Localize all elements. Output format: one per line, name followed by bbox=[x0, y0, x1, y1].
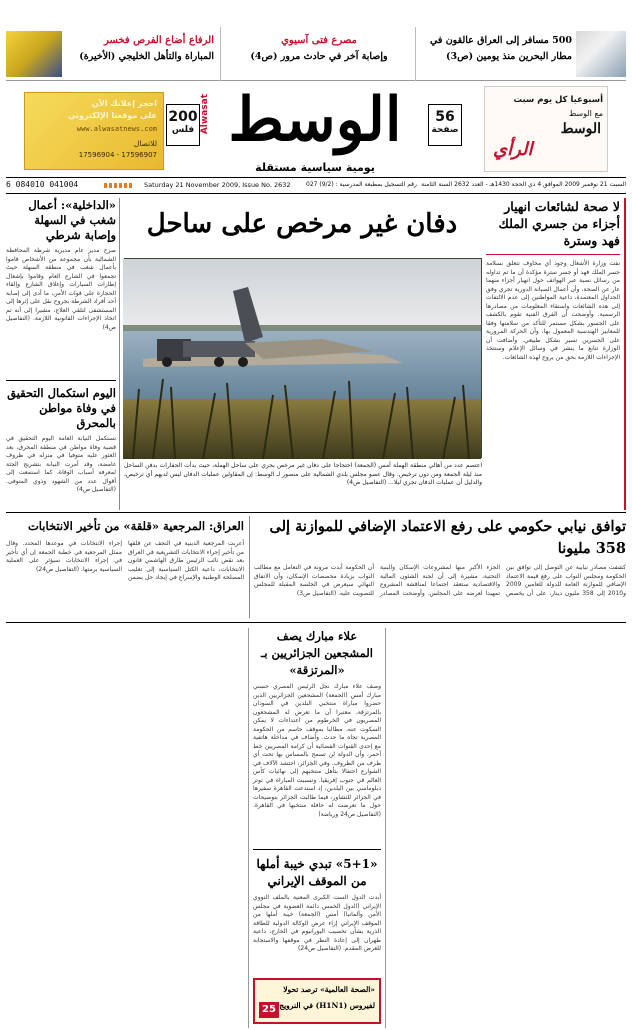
price-box bbox=[166, 104, 200, 146]
left-column-rule bbox=[119, 198, 120, 510]
logo-arabic: الوسط bbox=[228, 85, 402, 155]
bottom-promo-page: 25 bbox=[259, 1002, 279, 1018]
center-story1-headline[interactable]: علاء مبارك يصف المشجعين الجزائريين بـ «المرتزقة» bbox=[260, 629, 373, 677]
dateline-arabic: السبت 21 نوفمبر 2009 الموافق 4 ذي الحجة 1430هـ - العدد 2632 السنة الثامنة bbox=[421, 181, 626, 188]
photo-wheel-1 bbox=[162, 357, 172, 367]
center-column bbox=[248, 628, 386, 1028]
bottom-promo-line1: «الصحة العالمية» ترصد تحولا bbox=[283, 985, 375, 994]
dateline-registration: رقم التسجيل بمطبعة المدرسية : (9/2) 027 bbox=[306, 181, 417, 188]
weekly-promo-line1: أسبوعيا كل يوم سبت bbox=[513, 95, 603, 105]
band-story-b-headline[interactable]: العراق: المرجعية «قلقة» من تأخير الانتخابات bbox=[27, 519, 244, 533]
promo-sport-line1: الرفاع أضاع الفرص فخسر bbox=[103, 35, 214, 46]
photo-far-shore bbox=[123, 325, 481, 331]
right-box-body: نفت وزارة الأشغال وجود أي مخاوف تتعلق بسلامة جسر الملك فهد أو جسر سترة مؤكدة أن ما تم تداوله من رسائل نصية عبر الهواتف حول انهيار أجزاء منهما عار عن الصحة، وأن أعمال الصيانة الدورية تجري وفق الجداول المعتمدة، داعية المواطنين إلى عدم الالتفات إلى هذه الشائعات واستقاء المعلومات من مصادرها الرسمية. وأوضحت أن الفرق الفنية تقوم بالكشف على الجسور بشكل مستمر للتأكد من سلامتها وفقا للمعايير الهندسية المعمول بها، وأن الحركة المرورية على الجسرين تسير بشكل طبيعي. وأضافت أن الوزارة تتابع ما ينشر في وسائل الإعلام وستتخذ الإجراءات اللازمة بحق من يروج لهذه الشائعات. bbox=[486, 260, 620, 361]
band-rule-top bbox=[6, 512, 626, 513]
band-story-b-body: أعربت المرجعية الدينية في النجف عن قلقها من تأخير إجراء الانتخابات التشريعية في العراق بعد نقض نائب الرئيس طارق الهاشمي قانون الانتخابات، داعية الكتل السياسية إلى تغليب المصلحة الوطنية والإسراع في إيجاد حل يضمن إجراء الانتخابات في موعدها المحدد. وقال ممثل المرجعية في خطبة الجمعة إن أي تأخير في إجراء الانتخابات سيؤثر على العملية السياسية برمتها. (التفاصيل ص24) bbox=[6, 540, 244, 581]
left-story1-body: صرح مدير عام مديرية شرطة المحافظة الشمالية بأن مجموعة من الأشخاص قاموا بأعمال شغب في منطقة السهلة حيث تجمعوا في الشارع العام وقاموا بإشعال إطارات السيارات وإغلاق الشارع وإلقاء الحجارة على قوات الأمن، ما أدى إلى إصابة أحد أفراد الشرطة بجروح نقل على إثرها إلى المستشفى لتلقي العلاج، مشيرا إلى أنه تم اتخاذ الإجراءات القانونية اللازمة. (التفاصيل ص4) bbox=[6, 247, 116, 331]
weekly-promo-mag: الرأي bbox=[493, 139, 533, 160]
promo-airport[interactable] bbox=[420, 27, 626, 81]
ad-website-url[interactable]: www.alwasatnews.com bbox=[76, 125, 157, 133]
main-photo-svg bbox=[123, 259, 481, 459]
band-story-b bbox=[6, 516, 244, 618]
ad-website-line2: على موقعنا الإلكتروني bbox=[67, 111, 157, 120]
weekly-promo-line2: مع الوسط bbox=[568, 109, 603, 118]
center-story1-body: وصف علاء مبارك نجل الرئيس المصري حسني مبارك أمس (الجمعة) المشجعين الجزائريين الذين حضروا مباراة منتخبي البلدين في السودان بالمرتزقة، معتبرا أن ما تعرض له المشجعون المصريون في الخرطوم من اعتداءات لا يمكن السكوت عنه، مطالبا بموقف حاسم من الحكومة المصرية تجاه ما حدث. وأضاف في مداخلة هاتفية مع إحدى القنوات الفضائية أن كرامة المصريين خط أحمر، وأن الدولة لن تسمح بالمساس بها تحت أي ظرف من الظروف. وفي الجزائر، احتشد الآلاف في الشوارع احتفالا بتأهل منتخبهم إلى نهائيات كأس العالم في جنوب إفريقيا. وتسببت المباراة في توتر دبلوماسي بين البلدين، إذ استدعت القاهرة سفيرها في الجزائر للتشاور، فيما طالبت الجزائر بتوضيحات حول ما تعرضت له حافلة منتخبها في القاهرة. (التفاصيل ص24 ورياضة) bbox=[253, 683, 381, 818]
right-box-rule bbox=[486, 254, 620, 255]
photo-reeds bbox=[123, 399, 481, 459]
main-caption-text: اعتصم عدد من أهالي منطقة الهملة أمس (الجمعة) احتجاجا على دفان غير مرخص يجري على ساحل الهملة، حيث بدأت الحفارات بدفن الساحل منذ ليلة الجمعة ومن دون ترخيص. وقال عضو مجلس بلدي الشمالية على منصور لـ الوسط: إن المقاولين عمليات الدفان ليس لديهم أي ترخيص، والدليل أن عمليات الدفان تجري ليلا... (التفاصيل ص4) bbox=[124, 462, 482, 486]
promo-airport-line2: مطار البحرين منذ يومين (ص3) bbox=[445, 51, 572, 62]
left-story2-body: تستكمل النيابة العامة اليوم التحقيق في قضية وفاة مواطن في منطقة المحرق، بعد العثور عليه متوفيا في منزله في ظروف غامضة، وقد أمرت النيابة بتشريح الجثة لمعرفة أسباب الوفاة، كما استمعت إلى أقوال عدد من الشهود وذوي المتوفى. (التفاصيل ص4) bbox=[6, 435, 116, 493]
center-divider bbox=[253, 849, 381, 850]
left-divider bbox=[6, 380, 116, 381]
dateline-english: Saturday 21 November 2009, Issue No. 2632 bbox=[144, 181, 291, 189]
promo-accident-line2: وإصابة آخر في حادث مرور (ص4) bbox=[250, 51, 388, 62]
masthead-logo bbox=[200, 84, 422, 174]
band-divider bbox=[249, 516, 250, 618]
main-headline[interactable]: دفان غير مرخص على ساحل bbox=[146, 209, 458, 239]
dateline-stripe bbox=[104, 183, 134, 188]
left-story1-headline[interactable]: «الداخلية»: أعمال شغب في السهلة وإصابة شرطي bbox=[28, 198, 116, 242]
bottom-promo[interactable] bbox=[253, 978, 381, 1024]
barcode-text: 6 084010 041004 bbox=[6, 180, 79, 189]
photo-truck-body bbox=[183, 341, 255, 357]
pages-value: 56 bbox=[435, 109, 455, 125]
left-story2-headline[interactable]: اليوم استكمال التحقيق في وفاة مواطن بالمحرق bbox=[7, 386, 116, 430]
band-rule-bottom bbox=[6, 622, 626, 623]
promo-sport-line2: المباراة والتأهل الخليجي (الأخيرة) bbox=[79, 51, 214, 62]
dateline-rule-top bbox=[6, 177, 626, 178]
dateline-rule-bottom bbox=[6, 193, 626, 194]
center-story2-headline[interactable]: «5+1» تبدي خيبة أملها من الموقف الإيراني bbox=[256, 857, 378, 888]
right-box-headline[interactable]: لا صحة لشائعات انهيار أجزاء من جسري الملك فهد وسترة bbox=[498, 199, 620, 248]
promo-sport[interactable] bbox=[6, 27, 216, 81]
price-value: 200 bbox=[168, 109, 198, 125]
top-promo-strip bbox=[6, 27, 626, 81]
main-photo[interactable] bbox=[124, 258, 482, 458]
weekly-promo-brand: الوسط bbox=[560, 121, 601, 137]
ad-website-contact-label: للاتصال bbox=[133, 139, 157, 148]
logo-english: Alwasat bbox=[200, 94, 210, 135]
pages-unit: صفحة bbox=[431, 125, 459, 135]
promo-sport-photo bbox=[6, 31, 62, 77]
band-story-a-body: كشفت مصادر نيابية عن التوصل إلى توافق بين الحكومة ومجلس النواب على رفع قيمة الاعتماد الإضافي للموازنة العامة للدولة للعامين 2009 و2010 إلى 358 مليون دينار، على أن يخصص الجزء الأكبر منها لمشروعات الإسكان والبنية التحتية، مشيرة إلى أن لجنة الشئون المالية والاقتصادية ستعقد اجتماعا لمناقشة المشروع تمهيدا لعرضه على المجلس. وأوضحت المصادر أن الحكومة أبدت مرونة في التعامل مع مطالب النواب بزيادة مخصصات الإسكان، وأن الاتفاق النهائي سيعرض في الجلسة المقبلة للمجلس للتصويت عليه. (التفاصيل ص3) bbox=[254, 564, 626, 597]
photo-wheel-2 bbox=[214, 357, 224, 367]
band-story-a bbox=[254, 516, 626, 618]
main-caption bbox=[124, 462, 482, 508]
center-story2-body: أبدت الدول الست الكبرى المعنية بالملف النووي الإيراني (الدول الخمس دائمة العضوية في مجلس الأمن وألمانيا) أمس (الجمعة) خيبة أملها من الموقف الإيراني إزاء عرض الوكالة الدولية للطاقة الذرية بشأن تخصيب اليورانيوم في الخارج، داعية طهران إلى إعادة النظر في موقفها والاستجابة للعرض المقدم. (التفاصيل ص24) bbox=[253, 894, 381, 952]
band-story-a-headline[interactable]: توافق نيابي حكومي على رفع الاعتماد الإضافي للموازنة إلى 358 مليونا bbox=[269, 518, 626, 557]
weekly-promo[interactable] bbox=[484, 86, 608, 172]
pages-box bbox=[428, 104, 462, 146]
photo-wheel-3 bbox=[238, 357, 248, 367]
photo-sky bbox=[123, 259, 481, 329]
price-unit: فلس bbox=[171, 125, 195, 135]
bottom-promo-line2: لفيروس (H1N1) في النرويج bbox=[279, 1001, 375, 1010]
right-box bbox=[486, 198, 626, 510]
promo-accident-line1: مصرع فتى آسيوي bbox=[281, 35, 357, 46]
promo-accident[interactable] bbox=[220, 27, 416, 81]
dateline-bar bbox=[6, 179, 626, 192]
ad-website-phones: 17596904 - 17596907 bbox=[78, 151, 157, 159]
promo-airport-line1: 500 مسافر إلى العراق عالقون في bbox=[429, 35, 572, 46]
ad-website[interactable] bbox=[24, 92, 164, 170]
promo-airport-photo bbox=[576, 31, 626, 77]
tagline: يومية سياسية مستقلة bbox=[255, 161, 375, 174]
ad-website-line1: احجز إعلانك الآن bbox=[91, 99, 157, 108]
